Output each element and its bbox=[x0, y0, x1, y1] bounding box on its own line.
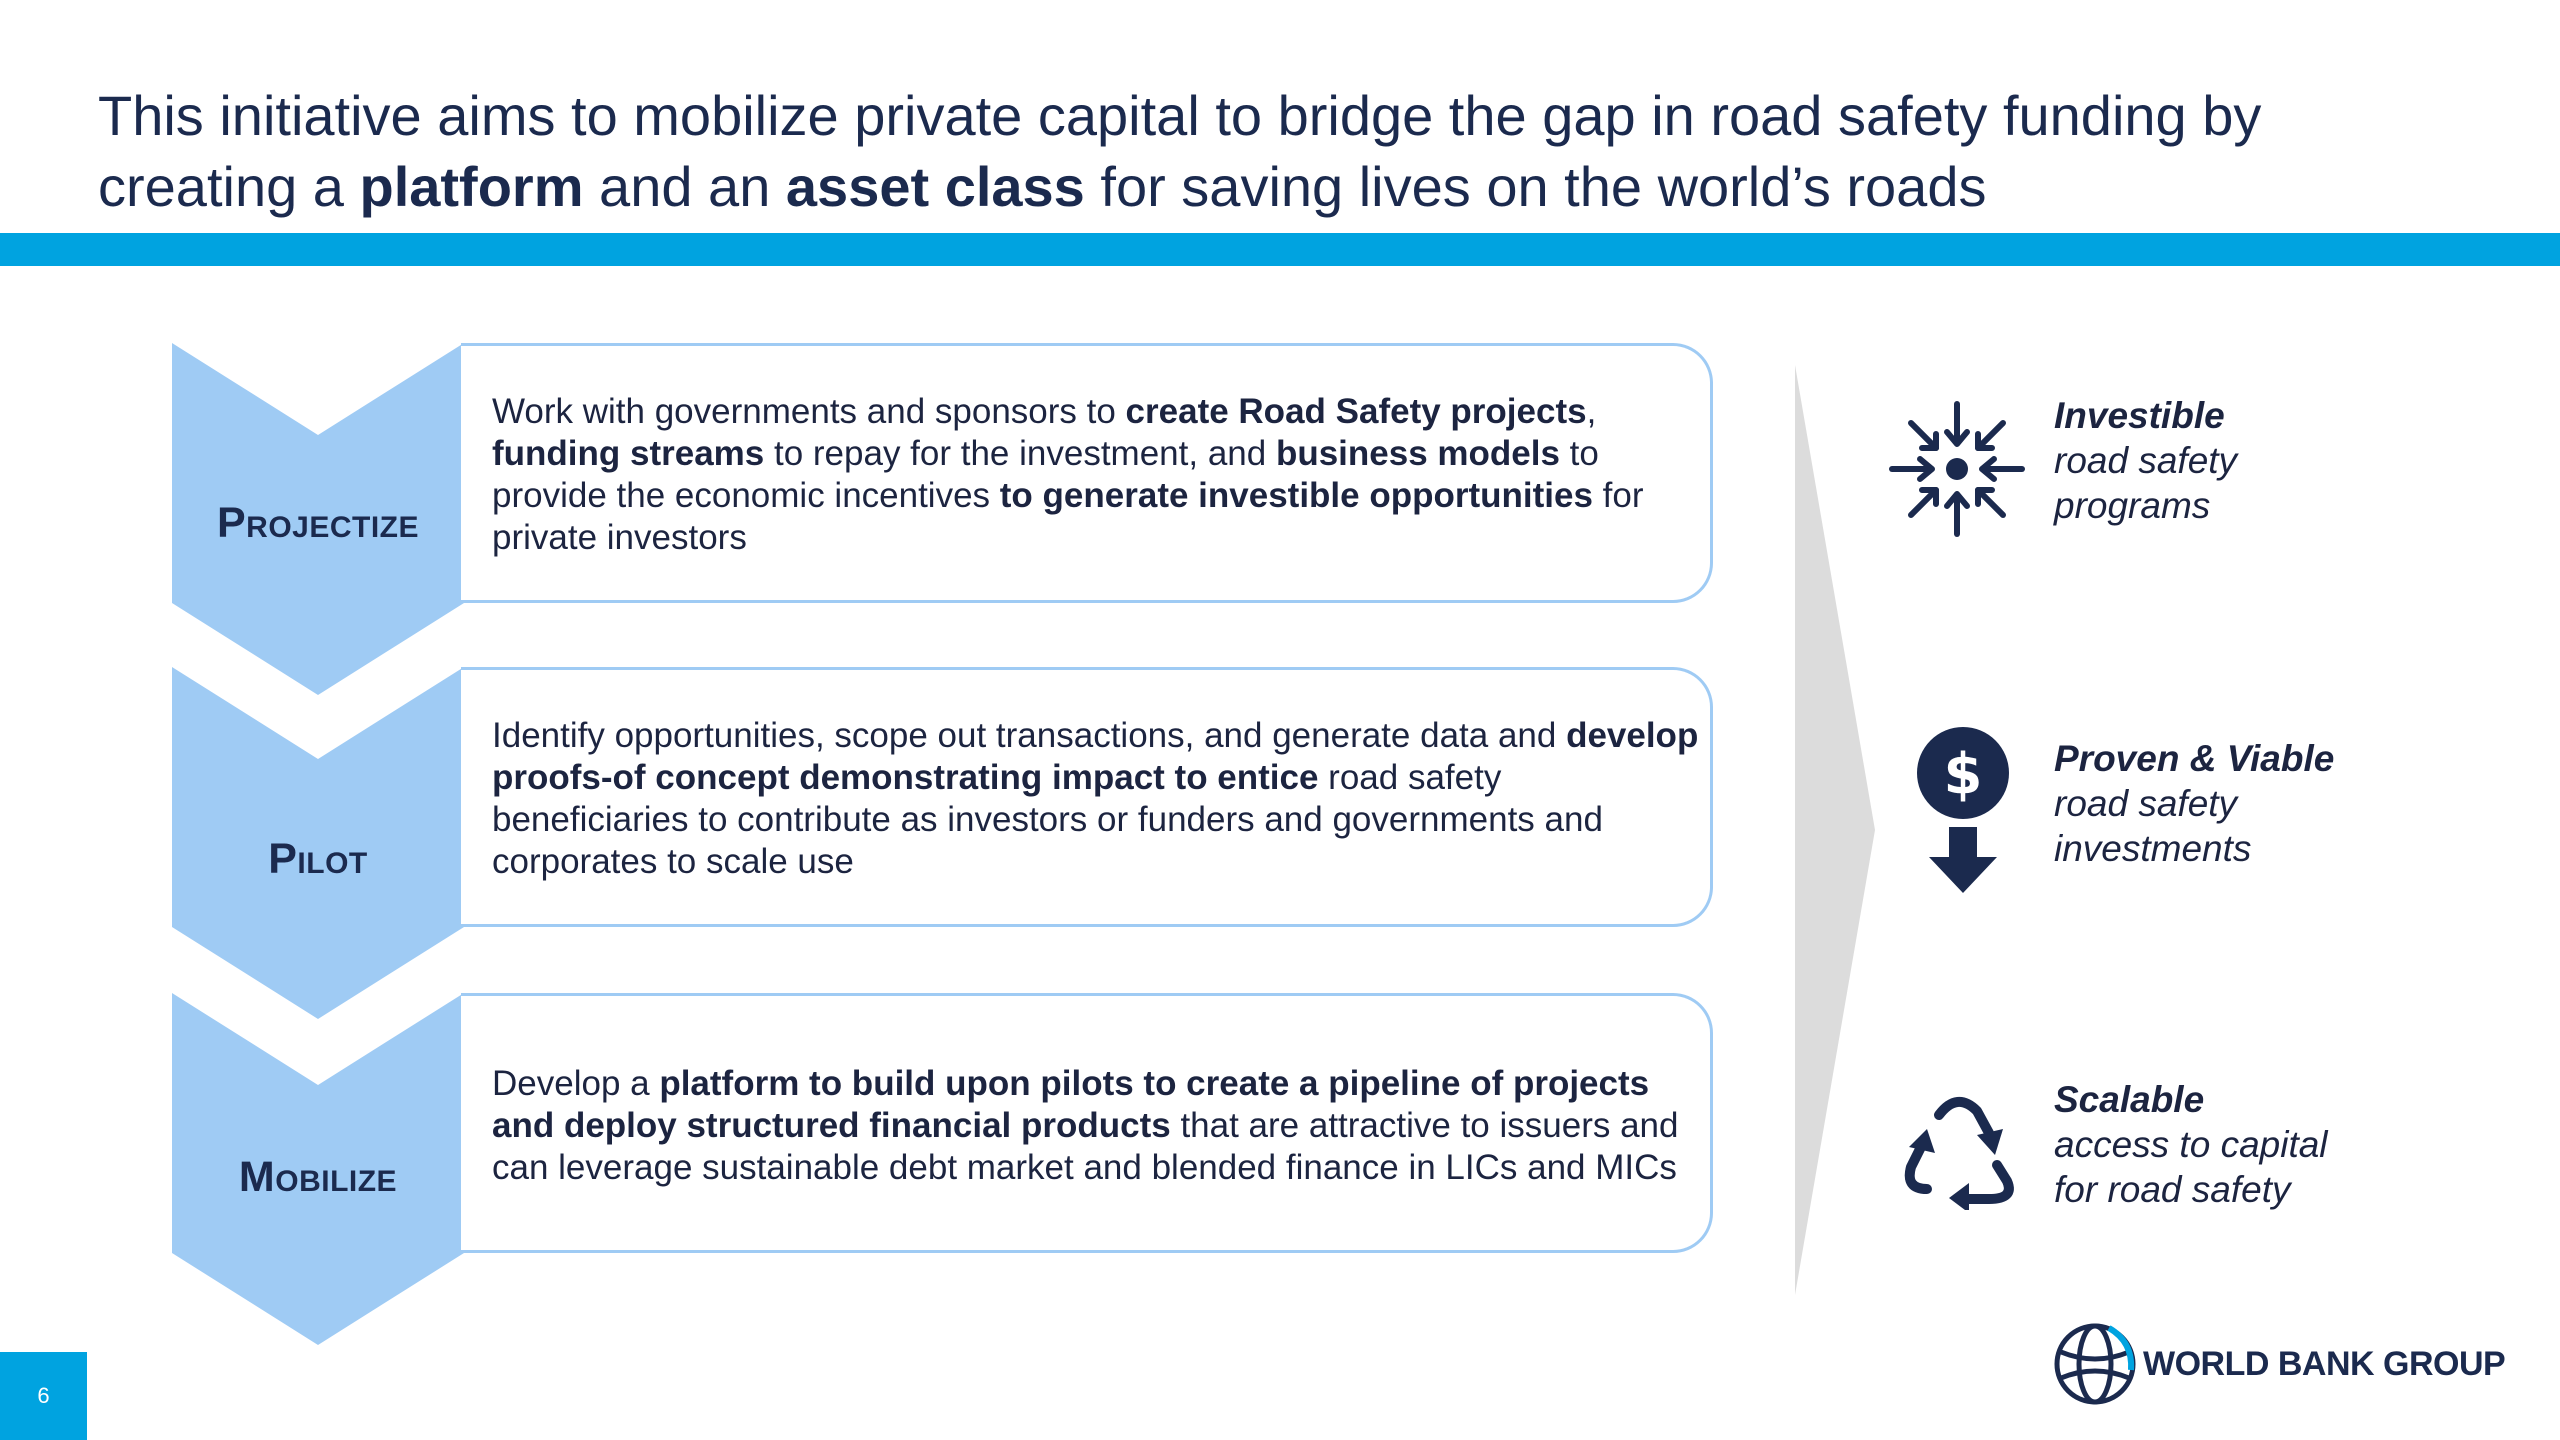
title-bold-asset-class: asset class bbox=[785, 155, 1085, 218]
svg-text:$: $ bbox=[1943, 742, 1983, 807]
result-arrow bbox=[1795, 365, 1875, 1295]
globe-icon bbox=[2053, 1322, 2137, 1406]
page-number: 6 bbox=[0, 1352, 87, 1440]
benefit-proven-viable: Proven & Viable road safety investments bbox=[2054, 738, 2335, 869]
stage-text-projectize: Work with governments and sponsors to create Road Safety projects, funding streams to repay for the investment, and business models to provide the economic incentives to generate investible opportunities for private investors bbox=[492, 392, 1644, 557]
stage-text-mobilize: Develop a platform to build upon pilots to create a pipeline of projects and deploy structured financial products that are attractive to issuers and can leverage sustainable debt market and blended finance in LICs and MICs bbox=[492, 1064, 1679, 1187]
title-line-1: This initiative aims to mobilize private capital to bridge the gap in road safety funding by bbox=[98, 84, 2262, 147]
logo-text: WORLD BANK GROUP bbox=[2143, 1344, 2506, 1383]
stage-text-pilot: Identify opportunities, scope out transactions, and generate data and develop proofs-of concept demonstrating impact to entice road safety beneficiaries to contribute as investors or funders and governments and corporates to scale use bbox=[492, 716, 1699, 881]
slide-title: This initiative aims to mobilize private capital to bridge the gap in road safety funding by creating a platform and an asset class for saving lives on the world’s roads bbox=[98, 84, 2262, 218]
stage-chevron-pilot bbox=[172, 667, 464, 1019]
dollar-down-icon bbox=[1915, 725, 2011, 895]
benefit-scalable: Scalable access to capital for road safety bbox=[2054, 1079, 2328, 1210]
converging-arrows-icon bbox=[1886, 398, 2028, 540]
stage-label-mobilize: Mobilize bbox=[238, 1153, 398, 1201]
stage-chevron-mobilize bbox=[172, 993, 464, 1345]
stage-chevron-projectize bbox=[172, 343, 464, 695]
title-accent-bar bbox=[0, 233, 2560, 266]
title-bold-platform: platform bbox=[359, 155, 584, 218]
stage-label-projectize: Projectize bbox=[216, 499, 420, 547]
benefit-investible: Investible road safety programs bbox=[2054, 395, 2238, 526]
recycle-icon bbox=[1897, 1085, 2027, 1210]
stage-label-pilot: Pilot bbox=[268, 835, 368, 883]
world-bank-group-logo bbox=[2053, 1322, 2505, 1406]
